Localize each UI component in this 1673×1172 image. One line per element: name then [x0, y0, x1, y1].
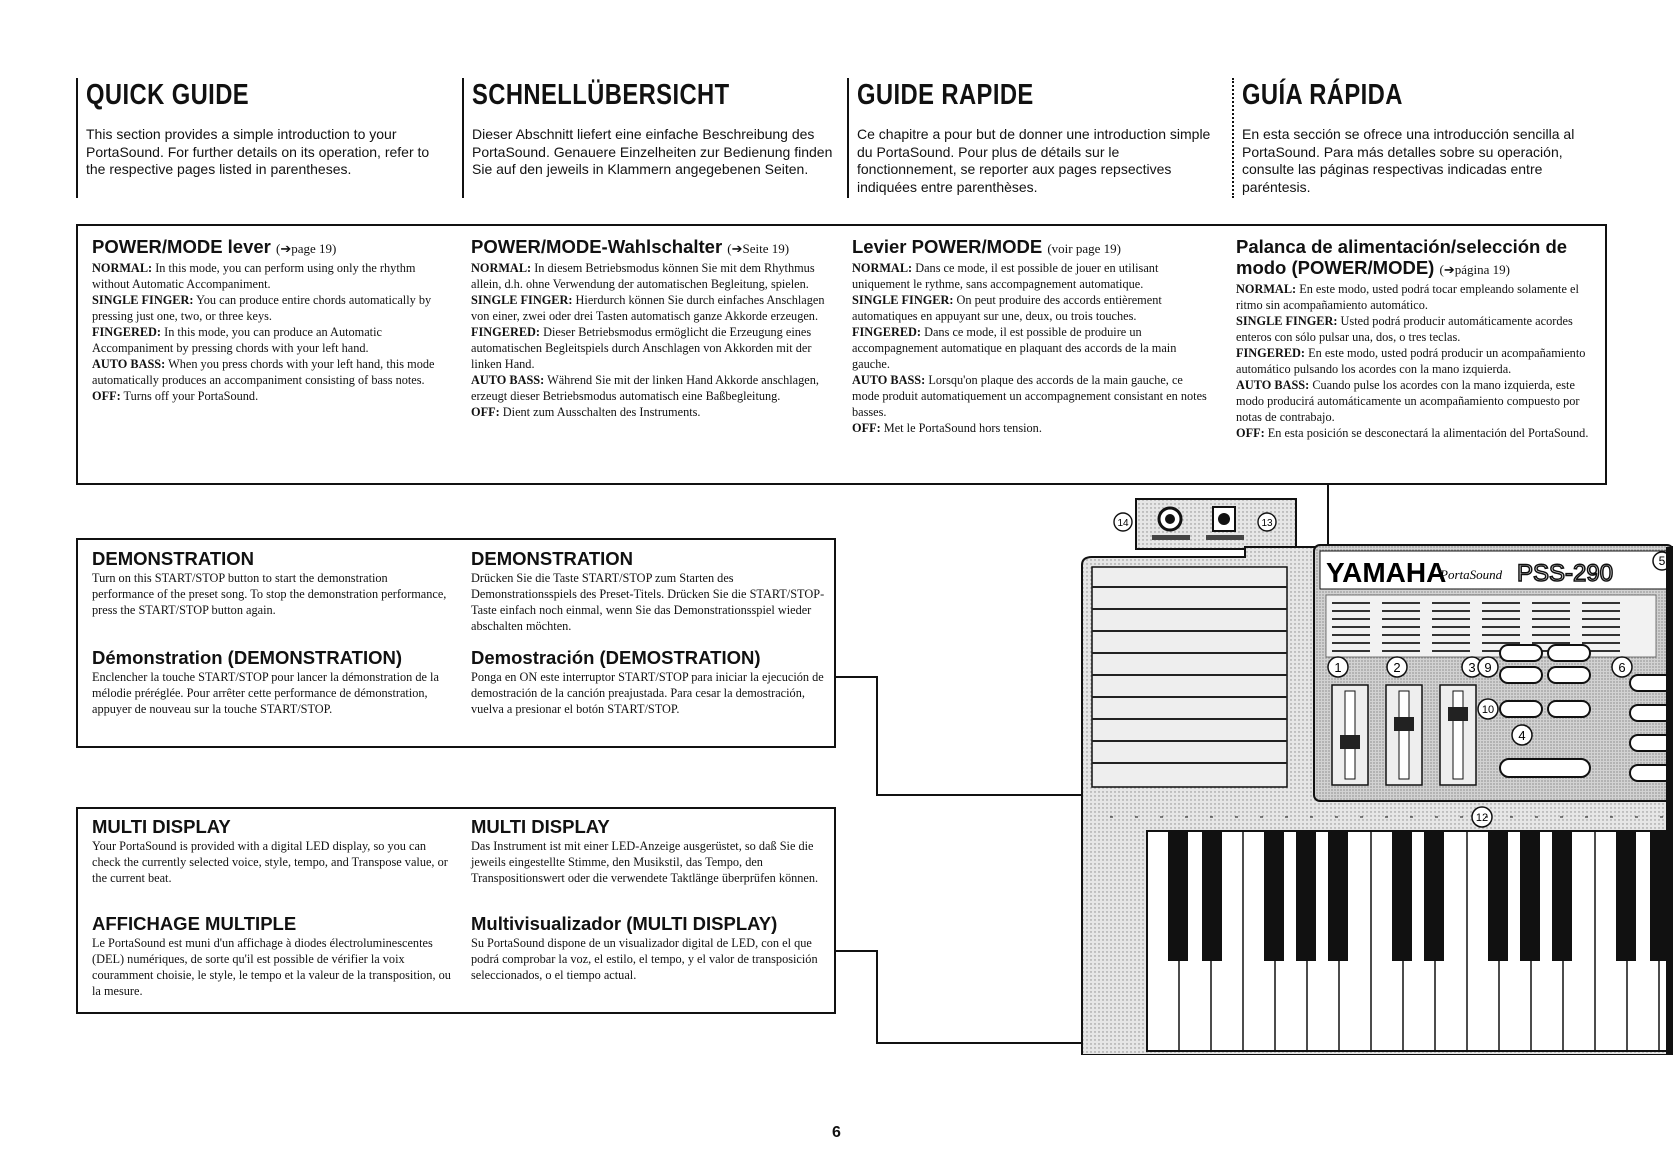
callout-2: [1387, 657, 1407, 677]
series-logo: PortaSound: [1440, 567, 1503, 582]
section-title: [92, 236, 447, 259]
guide-text: Dieser Abschnitt liefert eine einfache Beschreibung des PortaSound. Genauere Einzelheiten zur Bedienung finden Sie auf den jeweils in Klammern angegebenen Seiten.: [472, 126, 833, 177]
guide-title: SCHNELLÜBERSICHT: [472, 79, 730, 111]
connector-line: [836, 676, 878, 678]
section-body: Drücken Sie die Taste START/STOP zum Starten des Demonstrationsspiels des Preset-Titels. Drücken Sie die START/STOP-Taste einfach noch einmal, wenn Sie das Demonstrationsspiel wieder abschalten möchten.: [471, 571, 825, 633]
mode-item: FINGERED: In this mode, you can produce an Automatic Accompaniment by pressing chords with your left hand.: [92, 325, 382, 355]
mode-item: NORMAL: In diesem Betriebsmodus können Sie mit dem Rhythmus allein, d.h. ohne Verwendung der automatischen Begleitung, spielen.: [471, 261, 815, 291]
page-ref: (voir page 19): [1047, 241, 1121, 256]
mode-item: FINGERED: Dieser Betriebsmodus ermöglicht die Erzeugung eines automatischen Begleitspiels durch Anschlagen von Akkorden mit der linken Hand.: [471, 325, 812, 371]
connector-line: [876, 676, 878, 796]
svg-text:12: 12: [1475, 812, 1489, 824]
mode-item: FINGERED: Dans ce mode, il est possible de produire un accompagnement automatique en plaquant des accords de la main gauche.: [852, 325, 1177, 371]
brand-logo: YAMAHA: [1326, 557, 1447, 588]
model-name: PSS-290: [1517, 560, 1614, 587]
section-title: [471, 236, 827, 259]
section-title: Demostración (DEMOSTRATION): [471, 647, 761, 668]
page-number: 6: [832, 1124, 841, 1141]
power-mode-fr: [852, 236, 1212, 436]
section-body: Enclencher la touche START/STOP pour lancer la démonstration de la mélodie préréglée. Pour arrêter cette performance de démonstration, appuyer de nouveau sur la touche START/STOP.: [92, 670, 439, 716]
callout-12: [1472, 807, 1492, 827]
section-title-text: Levier POWER/MODE: [852, 236, 1043, 257]
guide-text: This section provides a simple introduction to your PortaSound. For further details on its operation, refer to the respective pages listed in parentheses.: [86, 126, 430, 177]
demonstration-fr: [92, 647, 452, 717]
section-title: [852, 236, 1212, 259]
section-body: [92, 260, 447, 404]
multi-display-en: [92, 816, 452, 886]
section-body: Su PortaSound dispone de un visualizador digital de LED, con el que podrá comprobar la voz, el estilo, el tempo, y el valor de transposición seleccionados, o el tiempo actual.: [471, 936, 818, 982]
callout-6: [1612, 657, 1632, 677]
page-ref: (➔página 19): [1439, 262, 1510, 277]
piano-keys: [1147, 831, 1673, 1051]
svg-text:9: 9: [1484, 660, 1492, 675]
power-mode-de: [471, 236, 827, 420]
svg-text:14: 14: [1117, 518, 1129, 529]
multi-display-es: [471, 913, 827, 983]
mode-item: OFF: Met le PortaSound hors tension.: [852, 421, 1042, 435]
mode-item: NORMAL: Dans ce mode, il est possible de jouer en utilisant uniquement le rythme, sans accompagnement automatique.: [852, 261, 1159, 291]
callout-13: [1258, 513, 1276, 531]
section-title: Démonstration (DEMONSTRATION): [92, 647, 403, 668]
mode-item: NORMAL: In this mode, you can perform using only the rhythm without Automatic Accompaniment.: [92, 261, 416, 291]
connector-line: [836, 950, 878, 952]
page-ref: (➔Seite 19): [727, 241, 790, 256]
svg-text:6: 6: [1618, 660, 1626, 675]
page-ref: (➔page 19): [276, 241, 337, 256]
svg-text:10: 10: [1481, 704, 1495, 716]
mode-item: OFF: Turns off your PortaSound.: [92, 389, 259, 403]
mode-item: FINGERED: En este modo, usted podrá producir un acompañamiento automático pulsando los acordes con la mano izquierda.: [1236, 346, 1586, 376]
section-title-text: POWER/MODE lever: [92, 236, 271, 257]
speaker-grille: [1092, 567, 1287, 787]
section-body: Your PortaSound is provided with a digital LED display, so you can check the currently selected voice, style, tempo, and Transpose value, or the current beat.: [92, 839, 448, 885]
svg-text:13: 13: [1261, 518, 1273, 529]
svg-text:3: 3: [1468, 660, 1476, 675]
section-body: Ponga en ON este interruptor START/STOP para iniciar la ejecución de demostración de la canción preajustada. Para cesar la demostración, vuelva a presionar el botón START/STOP.: [471, 670, 824, 716]
guide-es: [1232, 78, 1612, 198]
mode-item: AUTO BASS: Cuando pulse los acordes con la mano izquierda, este modo producirá automáticamente un acompañamiento compuesto por notas de contrabajo.: [1236, 378, 1580, 424]
mode-item: SINGLE FINGER: Usted podrá producir automáticamente acordes enteros con sólo pulsar una, dos, o tres teclas.: [1236, 314, 1573, 344]
section-title-text: POWER/MODE-Wahlschalter: [471, 236, 723, 257]
svg-text:4: 4: [1518, 728, 1526, 743]
power-mode-en: [92, 236, 447, 404]
mode-item: OFF: Dient zum Ausschalten des Instruments.: [471, 405, 701, 419]
guide-title: GUIDE RAPIDE: [857, 79, 1034, 111]
section-body: Turn on this START/STOP button to start the demonstration performance of the preset song. To stop the demonstration performance, press the START/STOP button again.: [92, 571, 447, 617]
section-body: Le PortaSound est muni d'un affichage à diodes électroluminescentes (DEL) numériques, de sorte qu'il est possible de vérifier la voix couramment choisie, le style, le tempo et la valeur de la transposition, ou la mesure.: [92, 936, 451, 998]
demonstration-en: [92, 548, 452, 618]
mode-item: NORMAL: En este modo, usted podrá tocar empleando solamente el ritmo sin acompañamiento automático.: [1236, 282, 1579, 312]
guide-en: [76, 78, 436, 198]
multi-display-fr: [92, 913, 452, 999]
guide-text: En esta sección se ofrece una introducción sencilla al PortaSound. Para más detalles sobre su operación, consulte las páginas respectivas indicadas entre paréntesis.: [1242, 126, 1575, 195]
multi-display-de: [471, 816, 827, 886]
section-title: MULTI DISPLAY: [92, 816, 231, 837]
section-body: Das Instrument ist mit einer LED-Anzeige ausgerüstet, so daß Sie die jeweils eingestellte Stimme, den Musikstil, das Tempo, den Transpositionswert oder die verwendete Taktlänge überprüfen können.: [471, 839, 819, 885]
section-title: DEMONSTRATION: [92, 548, 255, 569]
section-body: [852, 260, 1212, 436]
svg-text:1: 1: [1334, 660, 1342, 675]
section-title: DEMONSTRATION: [471, 548, 634, 569]
guide-fr: [847, 78, 1217, 198]
svg-text:5: 5: [1658, 554, 1666, 568]
callout-14: [1114, 513, 1132, 531]
mode-item: SINGLE FINGER: You can produce entire chords automatically by pressing just one, two, or three keys.: [92, 293, 432, 323]
callout-4: [1512, 725, 1532, 745]
section-title: MULTI DISPLAY: [471, 816, 610, 837]
demonstration-de: [471, 548, 827, 634]
guide-title: GUÍA RÁPIDA: [1242, 79, 1403, 111]
section-body: [1236, 281, 1598, 441]
callout-1: [1328, 657, 1348, 677]
section-title-text: Palanca de alimentación/selección de modo (POWER/MODE): [1236, 236, 1568, 278]
power-mode-es: [1236, 236, 1598, 441]
section-title: [1236, 236, 1598, 280]
svg-text:2: 2: [1393, 660, 1401, 675]
demonstration-es: [471, 647, 827, 717]
section-body: [471, 260, 827, 420]
guide-text: Ce chapitre a pour but de donner une introduction simple du PortaSound. Pour plus de détails sur le fonctionnement, se reporter aux pages repsectives indiquées entre parenthèses.: [857, 126, 1211, 195]
mode-item: AUTO BASS: Lorsqu'on plaque des accords de la main gauche, ce mode produit automatiquement un accompagnement consistant en notes basses.: [852, 373, 1207, 419]
callout-9: [1478, 657, 1498, 677]
keyboard-illustration: [1070, 495, 1673, 1055]
section-title: Multivisualizador (MULTI DISPLAY): [471, 913, 778, 934]
guide-title: QUICK GUIDE: [86, 79, 250, 111]
guide-de: [462, 78, 840, 198]
connector-line: [876, 950, 878, 1044]
callout-10: [1478, 699, 1498, 719]
mode-item: AUTO BASS: Während Sie mit der linken Hand Akkorde anschlagen, erzeugt dieser Betriebsmodus automatisch eine Baßbegleitung.: [471, 373, 819, 403]
mode-item: SINGLE FINGER: Hierdurch können Sie durch einfaches Anschlagen von einer, zwei oder drei Tasten automatisch ganze Akkorde erzeugen.: [471, 293, 825, 323]
mode-item: OFF: En esta posición se desconectará la alimentación del PortaSound.: [1236, 426, 1589, 440]
section-title: AFFICHAGE MULTIPLE: [92, 913, 297, 934]
mode-item: AUTO BASS: When you press chords with your left hand, this mode automatically produces an accompaniment consisting of bass notes.: [92, 357, 435, 387]
mode-item: SINGLE FINGER: On peut produire des accords entièrement automatiques en appuyant sur une, deux, ou trois touches.: [852, 293, 1162, 323]
